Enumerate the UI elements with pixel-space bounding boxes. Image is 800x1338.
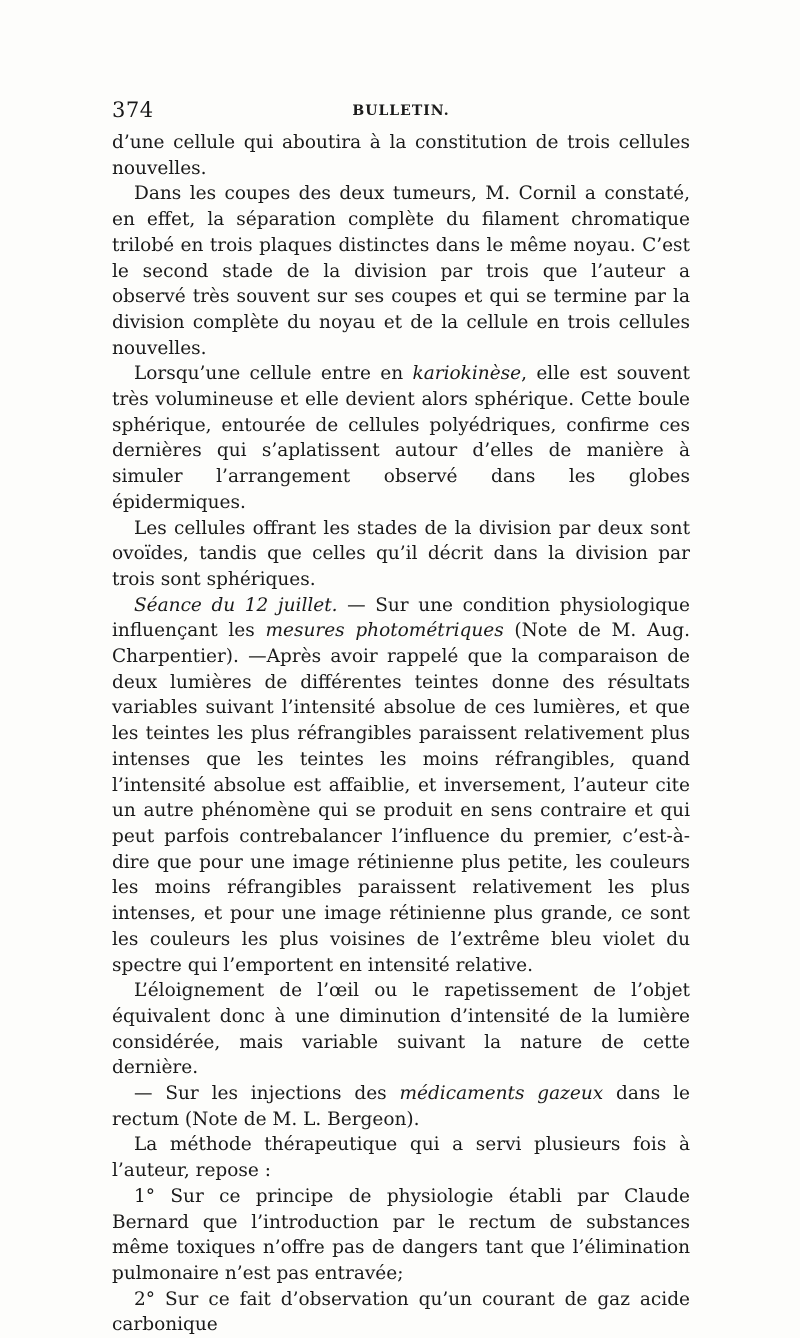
paragraph-ovoides: Les cellules offrant les stades de la division par deux sont ovoïdes, tandis que celles qu’il décrit dans la division par trois sont sphériques. bbox=[112, 517, 690, 590]
paragraph-cornil-tumeurs: Dans les coupes des deux tumeurs, M. Cornil a constaté, en effet, la séparation complète du filament chromatique trilobé en trois plaques distinctes dans le même noyau. C’est le second stade de la division par trois que l’auteur a observé très souvent sur ses coupes et qui se termine par la division complète du noyau et de la cellule en trois cellules nouvelles. bbox=[112, 183, 690, 359]
body-text bbox=[112, 130, 690, 1338]
italic-term: médicaments gazeux bbox=[399, 1083, 604, 1105]
paragraph-injections bbox=[112, 1081, 690, 1132]
paragraph-seance-12-juillet bbox=[112, 593, 690, 979]
text-segment: (Note de M. Aug. Charpentier). —Après avoir rappelé que la comparaison de deux lumières de différentes teintes donne des résultats variables suivant l’intensité absolue de ces lumières, et que les teintes les plus réfrangibles paraissent relativement plus intenses que les teintes les moins réfrangibles, quand l’intensité absolue est affaiblie, et inversement, l’auteur cite un autre phénomène qui se produit en sens contraire et qui peut parfois contrebalancer l’influence du premier, c’est-à-dire que pour une image rétinienne plus petite, les couleurs les moins réfrangibles paraissent relativement les plus intenses, et pour une image rétinienne plus grande, ce sont les couleurs les plus voisines de l’extrême bleu violet du spectre qui l’emportent en intensité relative. bbox=[112, 620, 691, 976]
paragraph-continuation: d’une cellule qui aboutira à la constitution de trois cellules nouvelles. bbox=[112, 132, 690, 179]
text-segment: Lorsqu’une cellule entre en bbox=[134, 363, 413, 385]
paragraph-kariokinese bbox=[112, 361, 690, 515]
text-segment: — Sur une condition physiologique influençant les bbox=[112, 594, 690, 642]
paragraph-methode: La méthode thérapeutique qui a servi plusieurs fois à l’auteur, repose : bbox=[112, 1134, 690, 1182]
paragraph-principe-1: 1° Sur ce principe de physiologie établi par Claude Bernard que l’introduction par le rectum de substances même toxiques n’offre pas de dangers tant que l’élimination pulmonaire n’est pas entravée; bbox=[112, 1185, 690, 1284]
italic-term: mesures photométriques bbox=[265, 620, 504, 642]
seance-date: Séance du 12 juillet. bbox=[134, 594, 338, 616]
text-segment: , elle est souvent très volumineuse et elle devient alors sphérique. Cette boule sphérique, entourée de cellules polyédriques, confirme ces dernières qui s’aplatissent autour d’elles de manière à simuler l’arrangement observé dans les globes épidermiques. bbox=[112, 363, 690, 513]
running-title: BULLETIN. bbox=[352, 103, 450, 119]
text-segment: — Sur les injections des bbox=[134, 1083, 400, 1105]
running-head bbox=[112, 98, 690, 124]
text-segment: dans le rectum (Note de M. L. Bergeon). bbox=[112, 1083, 690, 1130]
page-number: 374 bbox=[112, 98, 154, 122]
paragraph-principe-2: 2° Sur ce fait d’observation qu’un courant de gaz acide carbonique bbox=[112, 1288, 690, 1336]
italic-term: kariokinèse bbox=[412, 363, 522, 385]
paragraph-eloignement: L’éloignement de l’œil ou le rapetissement de l’objet équivalent donc à une diminution d’intensité de la lumière considérée, mais variable suivant la nature de cette dernière. bbox=[112, 980, 690, 1079]
